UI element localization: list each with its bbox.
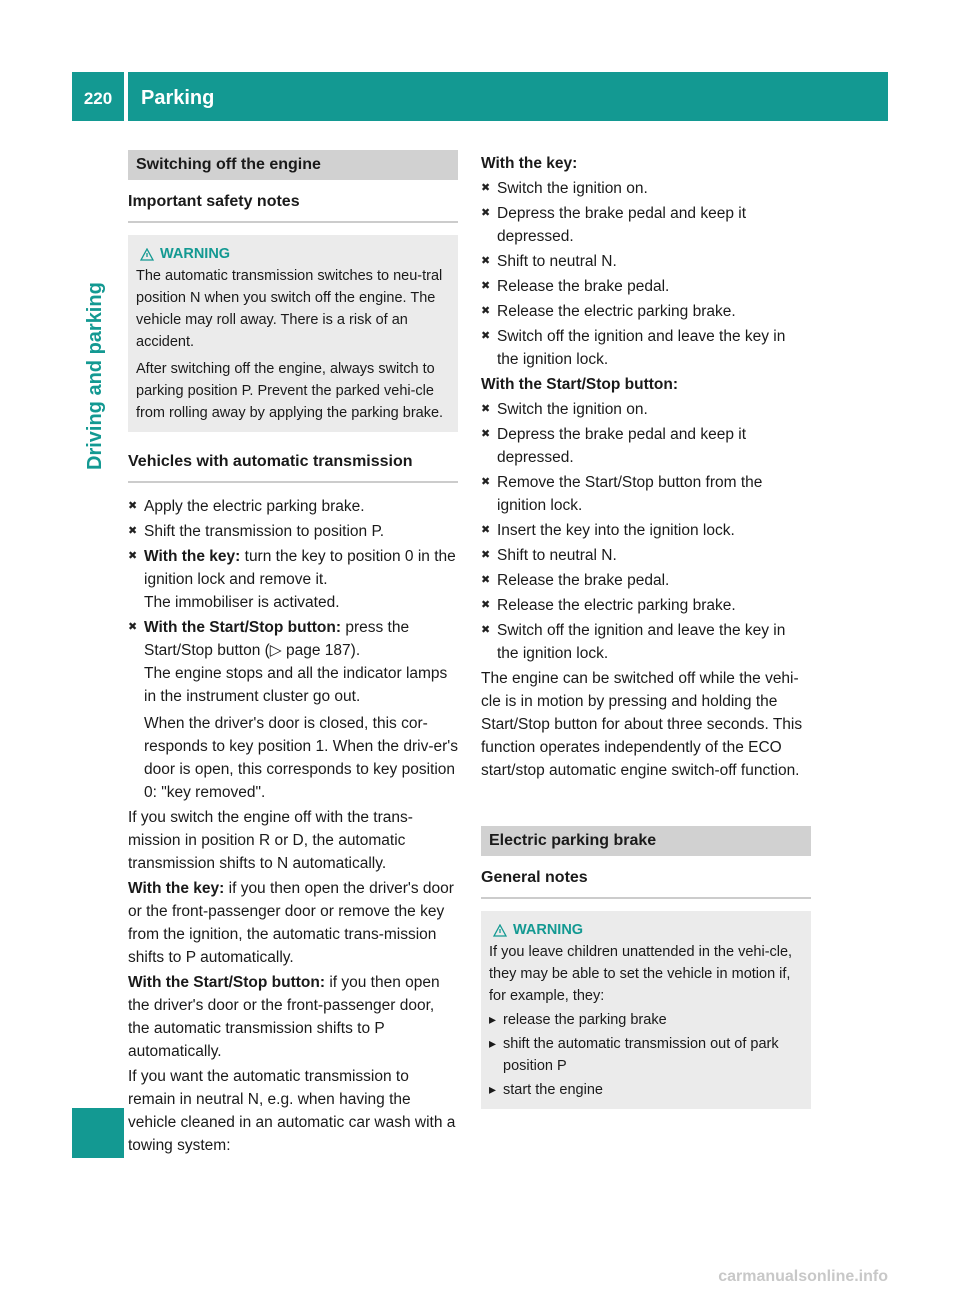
step: ✖ Depress the brake pedal and keep it depressed. bbox=[481, 423, 811, 469]
section-title: Switching off the engine bbox=[128, 150, 458, 180]
para-label: With the key: bbox=[128, 880, 225, 897]
step: ✖ Release the brake pedal. bbox=[481, 275, 811, 298]
warning-text: If you leave children unattended in the vehi-cle, they may be able to set the vehicle in motion if, for example, they: bbox=[489, 944, 793, 1004]
side-tab bbox=[84, 282, 112, 470]
step-text: press the Start/Stop button (▷ page 187). bbox=[144, 619, 410, 659]
side-tab-label: Driving and parking bbox=[84, 282, 106, 470]
step: ✖ Release the electric parking brake. bbox=[481, 594, 811, 617]
subheading-automatic: Vehicles with automatic transmission bbox=[128, 450, 458, 483]
step-note: The immobiliser is activated. bbox=[144, 594, 340, 611]
step-text: turn the key to position 0 in the ignition lock and remove it. bbox=[144, 548, 456, 588]
para-label: With the Start/Stop button: bbox=[128, 974, 326, 991]
chapter-title: Parking bbox=[128, 72, 888, 121]
warning-label: WARNING bbox=[513, 922, 584, 938]
step: ✖ Apply the electric parking brake. bbox=[128, 495, 458, 518]
bullet: ▸ shift the automatic transmission out of park position P bbox=[489, 1033, 803, 1077]
paragraph: If you want the automatic transmission to remain in neutral N, e.g. when having the vehicle cleaned in an automatic car wash with a towing system: bbox=[128, 1068, 456, 1154]
step-label: With the Start/Stop button: bbox=[144, 619, 342, 636]
step: ✖ Shift to neutral N. bbox=[481, 544, 811, 567]
warning-icon bbox=[140, 248, 154, 261]
step bbox=[128, 616, 458, 804]
step: ✖ Shift to neutral N. bbox=[481, 250, 811, 273]
heading-start-stop: With the Start/Stop button: bbox=[481, 376, 679, 393]
bullet: ▸ release the parking brake bbox=[489, 1009, 803, 1031]
step: ✖ Release the brake pedal. bbox=[481, 569, 811, 592]
subheading-safety: Important safety notes bbox=[128, 190, 458, 223]
watermark: carmanualsonline.info bbox=[718, 1268, 888, 1285]
step-note: When the driver's door is closed, this cor-responds to key position 1. When the driv-er's door is open, this corresponds to key position 0: "key removed". bbox=[144, 715, 458, 801]
paragraph bbox=[128, 971, 458, 1063]
step bbox=[128, 545, 458, 614]
step: ✖ Remove the Start/Stop button from the ignition lock. bbox=[481, 471, 811, 517]
heading-with-key: With the key: bbox=[481, 155, 578, 172]
section-title: Electric parking brake bbox=[481, 826, 811, 856]
step: ✖ Switch the ignition on. bbox=[481, 177, 811, 200]
warning-icon bbox=[493, 924, 507, 937]
subheading-general: General notes bbox=[481, 866, 811, 899]
step: ✖ Insert the key into the ignition lock. bbox=[481, 519, 811, 542]
step-label: With the key: bbox=[144, 548, 241, 565]
step: ✖ Switch off the ignition and leave the key in the ignition lock. bbox=[481, 325, 811, 371]
para-text: if you then open the driver's door or the front-passenger door, the automatic transmission shifts to P automatically. bbox=[128, 974, 440, 1060]
step-note: The engine stops and all the indicator lamps in the instrument cluster go out. bbox=[144, 665, 448, 705]
warning-text: The automatic transmission switches to neu-tral position N when you switch off the engine. The vehicle may roll away. There is a risk of an accident. bbox=[136, 268, 443, 350]
right-column bbox=[481, 150, 811, 1109]
left-column bbox=[128, 150, 458, 1159]
paragraph bbox=[128, 877, 458, 969]
warning-text: After switching off the engine, always switch to parking position P. Prevent the parked vehi-cle from rolling away by applying the parking brake. bbox=[136, 361, 444, 421]
page-number: 220 bbox=[72, 72, 124, 121]
warning-heading bbox=[493, 919, 803, 941]
step: ✖ Release the electric parking brake. bbox=[481, 300, 811, 323]
para-text: if you then open the driver's door or the front-passenger door or remove the key from the ignition, the automatic trans-mission shifts to P automatically. bbox=[128, 880, 454, 966]
warning-label: WARNING bbox=[160, 246, 231, 262]
warning-box bbox=[481, 911, 811, 1109]
paragraph: The engine can be switched off while the vehi-cle is in motion by pressing and holding the Start/Stop button for about three seconds. This function operates independently of the ECO start/stop automatic engine switch-off function. bbox=[481, 670, 803, 779]
warning-box bbox=[128, 235, 458, 432]
step: ✖ Switch off the ignition and leave the key in the ignition lock. bbox=[481, 619, 811, 665]
warning-heading bbox=[140, 243, 450, 265]
step: ✖ Shift the transmission to position P. bbox=[128, 520, 458, 543]
paragraph: If you switch the engine off with the trans-mission in position R or D, the automatic transmission shifts to N automatically. bbox=[128, 809, 413, 872]
step: ✖ Depress the brake pedal and keep it depressed. bbox=[481, 202, 811, 248]
step: ✖ Switch the ignition on. bbox=[481, 398, 811, 421]
side-tab-marker bbox=[72, 1108, 124, 1158]
bullet: ▸ start the engine bbox=[489, 1079, 803, 1101]
